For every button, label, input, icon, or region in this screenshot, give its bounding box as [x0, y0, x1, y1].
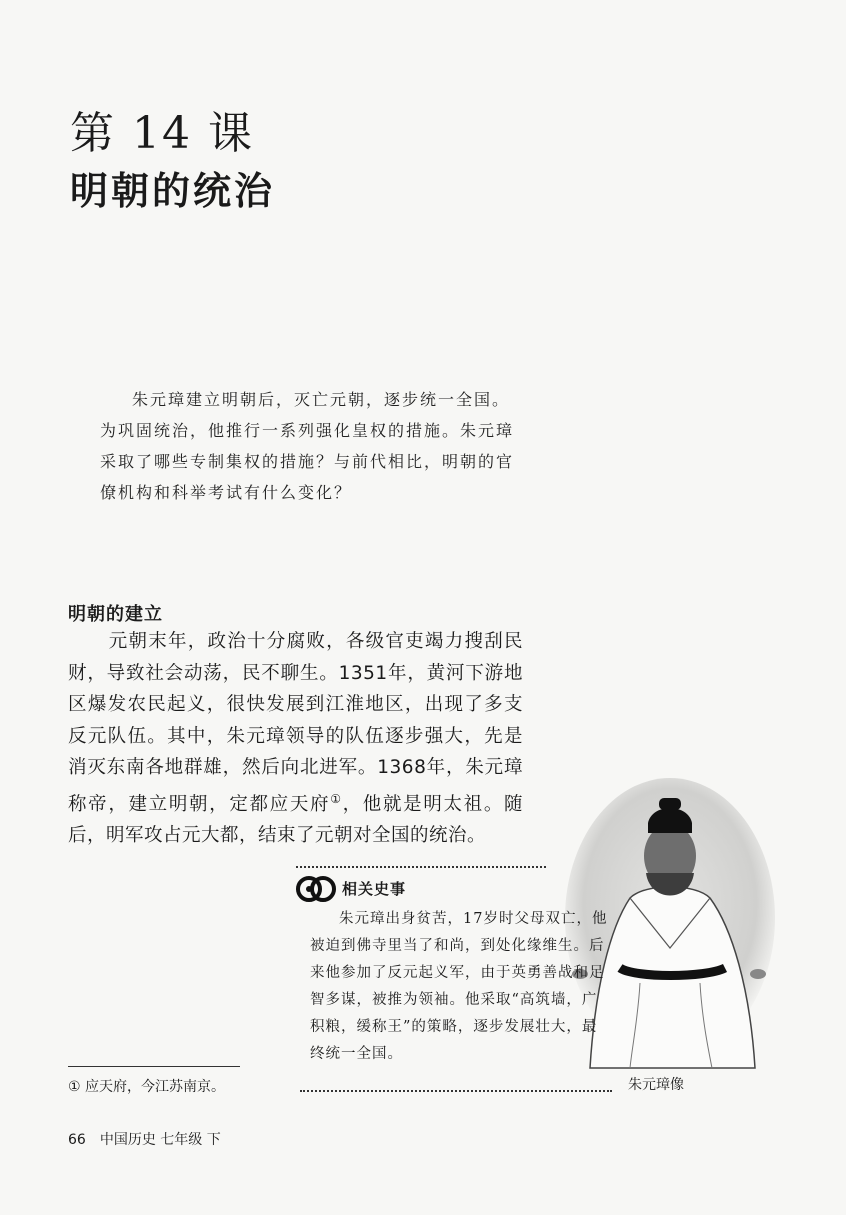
page-footer [68, 1129, 221, 1149]
lesson-heading [70, 105, 275, 219]
page-number: 66 [68, 1132, 86, 1148]
portrait-caption: 朱元璋像 [628, 1077, 684, 1093]
book-title: 中国历史 七年级 下 [99, 1132, 221, 1148]
related-box-bottom-border [300, 1090, 612, 1092]
intro-paragraph: 朱元璋建立明朝后，灭亡元朝，逐步统一全国。为巩固统治，他推行一系列强化皇权的措施。朱元璋采取了哪些专制集权的措施？与前代相比，明朝的官僚机构和科举考试有什么变化？ [100, 390, 515, 502]
related-box-top-border [296, 866, 546, 868]
section-heading: 明朝的建立 [68, 604, 163, 625]
lesson-title: 明朝的统治 [70, 168, 276, 213]
section-body-text-end: ，他就是明太祖。随后，明军攻占元大都，结束了元朝对全国的统治。 [68, 793, 523, 847]
footnote-marker[interactable]: ① [330, 791, 343, 806]
section-body-text: 元朝末年，政治十分腐败，各级官吏竭力搜刮民财，导致社会动荡，民不聊生。1351年，黄河下游地区爆发农民起义，很快发展到江淮地区，出现了多支反元队伍。其中，朱元璋领导的队伍逐步强大，先是消灭东南各地群雄，然后向北进军。1368年，朱元璋称帝，建立明朝，定都应天府 [68, 631, 523, 815]
related-history-icon [296, 872, 336, 906]
related-text: 朱元璋出身贫苦，17岁时父母双亡，他被迫到佛寺里当了和尚，到处化缘维生。后来他参加了反元起义军，由于英勇善战和足智多谋，被推为领袖。他采取“高筑墙，广积粮，缓称王”的策略，逐步发展壮大，最终统一全国。 [310, 911, 608, 1062]
footnote-divider [68, 1066, 240, 1067]
lesson-number: 第 14 课 [70, 108, 254, 159]
section-body [68, 626, 523, 852]
related-title: 相关史事 [342, 880, 407, 898]
footnote: ① 应天府，今江苏南京。 [68, 1079, 226, 1095]
